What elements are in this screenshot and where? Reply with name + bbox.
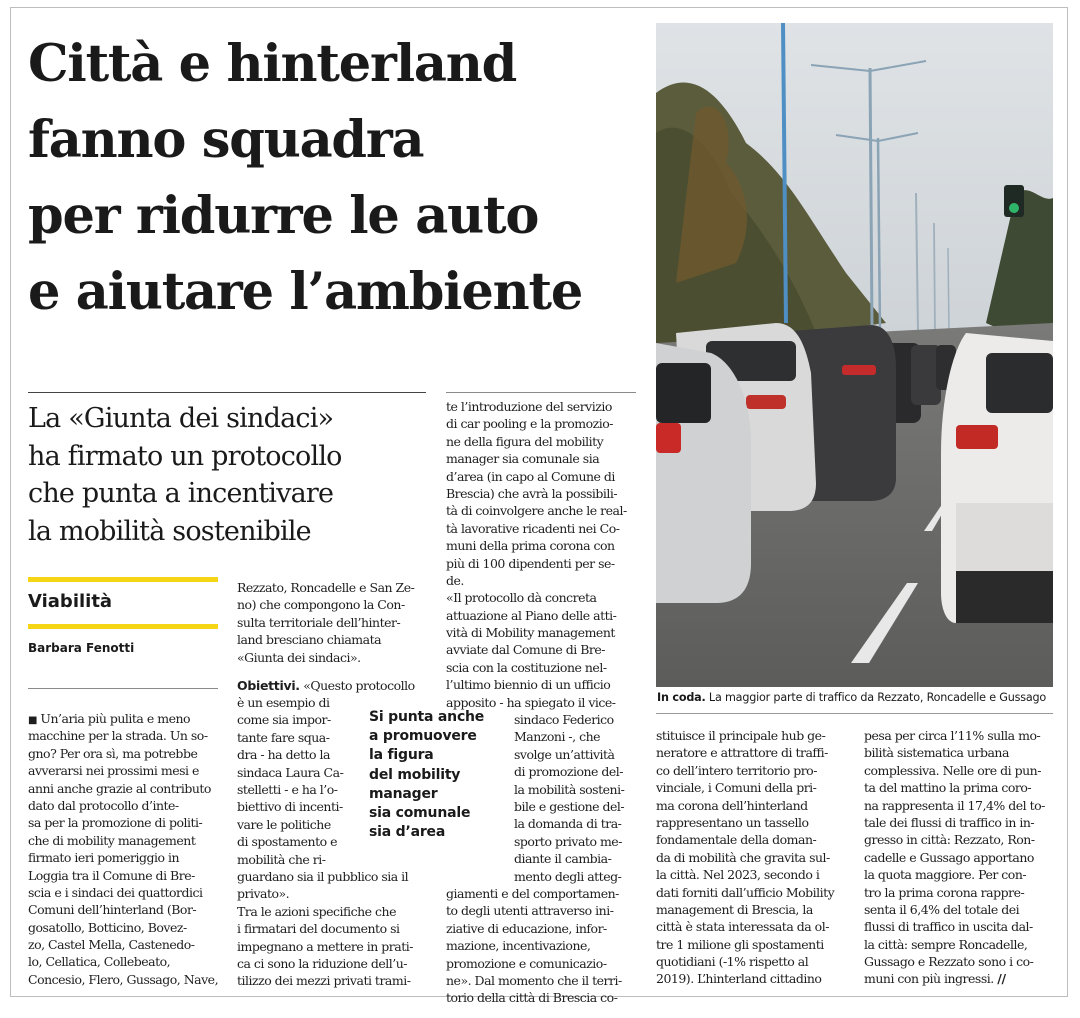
pull-quote-line: Si punta anche bbox=[369, 709, 485, 725]
article-column-5 bbox=[864, 727, 1053, 988]
text-line: «Il protocollo dà concreta bbox=[446, 590, 597, 606]
text-line: muni della prima corona con bbox=[446, 538, 615, 554]
text-line: 2019). L’hinterland cittadino bbox=[656, 971, 822, 987]
text-line: Gussago e Rezzato sono i co- bbox=[864, 954, 1034, 970]
text-line: come sia impor- bbox=[237, 712, 331, 728]
divider-rule bbox=[446, 392, 636, 393]
text-line: senta il 6,4% del totale dei bbox=[864, 901, 1020, 917]
caption-text: La maggior parte di traffico da Rezzato, Roncadelle e Gussago bbox=[708, 691, 1047, 704]
section-label: Viabilità bbox=[28, 591, 113, 612]
text-line: giamenti e del comportamen- bbox=[446, 886, 619, 901]
article-column-3-narrow bbox=[514, 711, 636, 885]
text-line: tale dei flussi di traffico in in- bbox=[864, 814, 1035, 830]
photo-caption bbox=[657, 691, 1053, 704]
article-column-2 bbox=[237, 579, 427, 666]
text-line: privato». bbox=[237, 886, 290, 902]
text-line: te l’introduzione del servizio bbox=[446, 399, 612, 414]
text-line: la città: sempre Roncadelle, bbox=[864, 936, 1028, 952]
text-fragment: «Questo protocollo bbox=[299, 678, 415, 693]
text-line: firmato ieri pomeriggio in bbox=[28, 850, 180, 866]
text-line: è un esempio di bbox=[237, 695, 330, 710]
text-line: zo, Castel Mella, Castenedo- bbox=[28, 937, 195, 953]
headline-line: Città e hinterland bbox=[28, 34, 517, 94]
text-line: mento degli atteg- bbox=[514, 868, 622, 884]
pull-quote-line: a promuovere bbox=[369, 728, 477, 745]
divider-rule bbox=[28, 392, 426, 393]
text-line: ne». Dal momento che il terri- bbox=[446, 972, 622, 988]
subheadline-line: che punta a incentivare bbox=[28, 478, 334, 509]
text-line: diante il cambia- bbox=[514, 851, 612, 867]
text-line: più di 100 dipendenti per se- bbox=[446, 555, 615, 571]
text-line: scia e i sindaci dei quattordici bbox=[28, 884, 203, 900]
text-line: co dell’intero territorio pro- bbox=[656, 762, 817, 778]
text-line: torio della città di Brescia co- bbox=[446, 990, 618, 1006]
headline-line: e aiutare l’ambiente bbox=[28, 262, 583, 322]
text-line bbox=[28, 710, 218, 727]
text-line: di car pooling e la promozio- bbox=[446, 416, 613, 432]
text-line: avviate dal Comune di Bre- bbox=[446, 642, 606, 658]
pull-quote-line: sia d’area bbox=[369, 824, 446, 841]
text-fragment: muni con più ingressi. bbox=[864, 971, 994, 987]
text-line: dati forniti dall’ufficio Mobility bbox=[656, 884, 835, 900]
text-line: di promozione del- bbox=[514, 764, 624, 780]
text-line: Rezzato, Roncadelle e San Ze- bbox=[237, 580, 415, 595]
text-line: tilizzo dei mezzi privati trami- bbox=[237, 973, 411, 989]
text-line: apposito - ha spiegato il vice- bbox=[446, 694, 616, 710]
text-line: Brescia) che avrà la possibili- bbox=[446, 485, 618, 501]
text-line: quotidiani (-1% rispetto al bbox=[656, 954, 809, 970]
text-line: gno? Per ora sì, ma potrebbe bbox=[28, 745, 198, 761]
text-line: ta del mattino la prima coro- bbox=[864, 780, 1032, 796]
text-line: na rappresenta il 17,4% del to- bbox=[864, 797, 1045, 813]
text-line: la quota maggiore. Per con- bbox=[864, 867, 1027, 883]
headline-line: fanno squadra bbox=[28, 110, 424, 170]
pull-quote-line: sia comunale bbox=[369, 805, 471, 822]
text-line: l’ultimo biennio di un ufficio bbox=[446, 677, 611, 693]
text-line: neratore e attrattore di traffi- bbox=[656, 745, 828, 761]
traffic-photo-illustration bbox=[656, 23, 1053, 687]
text-line: i firmatari del documento si bbox=[237, 921, 400, 937]
text-line: Comuni dell’hinterland (Bor- bbox=[28, 902, 197, 918]
text-line: sindaco Federico bbox=[514, 712, 614, 727]
text-line: tà di coinvolgere anche le real- bbox=[446, 503, 627, 519]
text-line: guardano sia il pubblico sia il bbox=[237, 869, 409, 884]
text-line: avverarsi nei prossimi mesi e bbox=[28, 763, 199, 779]
text-line: bilità sistematica urbana bbox=[864, 745, 1009, 761]
text-line: dra - ha detto la bbox=[237, 747, 330, 763]
text-line: stituisce il principale hub ge- bbox=[656, 728, 826, 743]
text-line bbox=[237, 677, 427, 694]
text-line: mobilità che ri- bbox=[237, 851, 326, 867]
text-line: macchine per la strada. Un so- bbox=[28, 728, 208, 744]
text-line: ziative di educazione, infor- bbox=[446, 920, 607, 936]
text-line: mazione, incentivazione, bbox=[446, 938, 591, 954]
text-line: management di Brescia, la bbox=[656, 901, 813, 917]
end-mark: // bbox=[997, 971, 1006, 987]
text-line: vità di Mobility management bbox=[446, 625, 615, 641]
text-line: cadelle e Gussago apportano bbox=[864, 849, 1034, 865]
obiettivi-paragraph bbox=[237, 677, 427, 694]
text-line: sindaca Laura Ca- bbox=[237, 764, 344, 780]
traffic-photo bbox=[656, 23, 1053, 687]
text-line: la domanda di tra- bbox=[514, 816, 622, 832]
text-line: flussi di traffico in uscita dal- bbox=[864, 919, 1033, 935]
text-line: sporto privato me- bbox=[514, 833, 622, 849]
divider-rule bbox=[656, 713, 1053, 714]
text-line: d’area (in capo al Comune di bbox=[446, 468, 615, 484]
text-line: no) che compongono la Con- bbox=[237, 597, 405, 613]
text-line: la città. Nel 2023, secondo i bbox=[656, 867, 820, 883]
text-line: to degli utenti attraverso ini- bbox=[446, 903, 614, 919]
text-line: da di mobilità che gravita sul- bbox=[656, 849, 830, 865]
text-line: sa per la promozione di politi- bbox=[28, 815, 203, 831]
text-line: land bresciano chiamata bbox=[237, 632, 382, 648]
text-line: complessiva. Nelle ore di pun- bbox=[864, 762, 1041, 778]
text-fragment: Un’aria più pulita e meno bbox=[36, 711, 191, 726]
text-line: vinciale, i Comuni della pri- bbox=[656, 780, 817, 796]
text-line: gresso in città: Rezzato, Ron- bbox=[864, 832, 1035, 848]
text-line: che di mobility management bbox=[28, 832, 196, 848]
section-bar-bottom bbox=[28, 624, 218, 629]
text-line: promozione e comunicazio- bbox=[446, 955, 607, 971]
text-line: de. bbox=[446, 572, 464, 588]
text-line bbox=[864, 970, 1053, 987]
text-line: tà lavorative ricadenti nei Co- bbox=[446, 520, 620, 536]
text-line: di spostamento e bbox=[237, 834, 338, 850]
headline bbox=[28, 26, 648, 330]
text-line: «Giunta dei sindaci». bbox=[237, 649, 361, 665]
subheadline-line: ha firmato un protocollo bbox=[28, 440, 342, 472]
text-line: attuazione al Piano delle atti- bbox=[446, 607, 617, 623]
subheadline-line: la mobilità sostenibile bbox=[28, 515, 311, 547]
text-line: dato dal protocollo d’inte- bbox=[28, 797, 179, 813]
subheadline bbox=[28, 400, 428, 550]
headline-line: per ridurre le auto bbox=[28, 186, 539, 246]
text-line: tante fare squa- bbox=[237, 729, 330, 745]
text-line: ma corona dell’hinterland bbox=[656, 797, 808, 813]
pull-quote-line: del mobility bbox=[369, 766, 461, 783]
text-line: manager sia comunale sia bbox=[446, 451, 600, 467]
text-line: impegnano a mettere in prati- bbox=[237, 938, 413, 954]
article-column-3 bbox=[446, 398, 636, 711]
article-column-3-bottom bbox=[446, 885, 636, 1007]
text-line: svolge un’attività bbox=[514, 746, 615, 762]
text-line: scia con la costituzione nel- bbox=[446, 659, 607, 675]
article-column-2-bottom bbox=[237, 868, 427, 990]
article-column-4 bbox=[656, 727, 845, 988]
text-line: Loggia tra il Comune di Bre- bbox=[28, 867, 195, 883]
text-line: pesa per circa l’11% sulla mo- bbox=[864, 728, 1041, 743]
article-column-1 bbox=[28, 710, 218, 988]
text-line: ne della figura del mobility bbox=[446, 433, 604, 449]
text-line: fondamentale della doman- bbox=[656, 832, 817, 848]
text-line: stelletti - e ha l’o- bbox=[237, 781, 338, 797]
author-byline: Barbara Fenotti bbox=[28, 641, 135, 655]
text-line: sulta territoriale dell’hinter- bbox=[237, 614, 401, 630]
text-line: tro la prima corona rappre- bbox=[864, 884, 1025, 900]
text-line: la mobilità sosteni- bbox=[514, 781, 625, 797]
text-line: ca ci sono la riduzione dell’u- bbox=[237, 955, 408, 971]
text-line: Tra le azioni specifiche che bbox=[237, 903, 396, 919]
text-line: vare le politiche bbox=[237, 816, 331, 832]
text-line: città è stata interessata da ol- bbox=[656, 919, 829, 935]
text-line: biettivo di incenti- bbox=[237, 799, 343, 815]
text-line: rappresentano un tassello bbox=[656, 814, 809, 830]
pull-quote-line: manager bbox=[369, 785, 438, 802]
pull-quote-line: la figura bbox=[369, 747, 434, 764]
divider-rule bbox=[28, 688, 218, 689]
text-line: anni anche grazie al contributo bbox=[28, 780, 211, 796]
caption-label: In coda. bbox=[657, 691, 706, 704]
obiettivi-label: Obiettivi. bbox=[237, 678, 300, 693]
article-column-2-narrow bbox=[237, 694, 349, 868]
text-line: tre 1 milione gli spostamenti bbox=[656, 936, 824, 952]
lead-marker: ■ bbox=[28, 715, 37, 726]
text-line: gosatollo, Botticino, Bovez- bbox=[28, 919, 187, 935]
text-line: Concesio, Flero, Gussago, Nave, bbox=[28, 971, 219, 987]
text-line: lo, Cellatica, Collebeato, bbox=[28, 954, 171, 970]
text-line: bile e gestione del- bbox=[514, 798, 625, 814]
text-line: Manzoni -, che bbox=[514, 729, 601, 745]
subheadline-line: La «Giunta dei sindaci» bbox=[28, 403, 334, 434]
section-bar-top bbox=[28, 577, 218, 582]
pull-quote bbox=[369, 708, 504, 842]
